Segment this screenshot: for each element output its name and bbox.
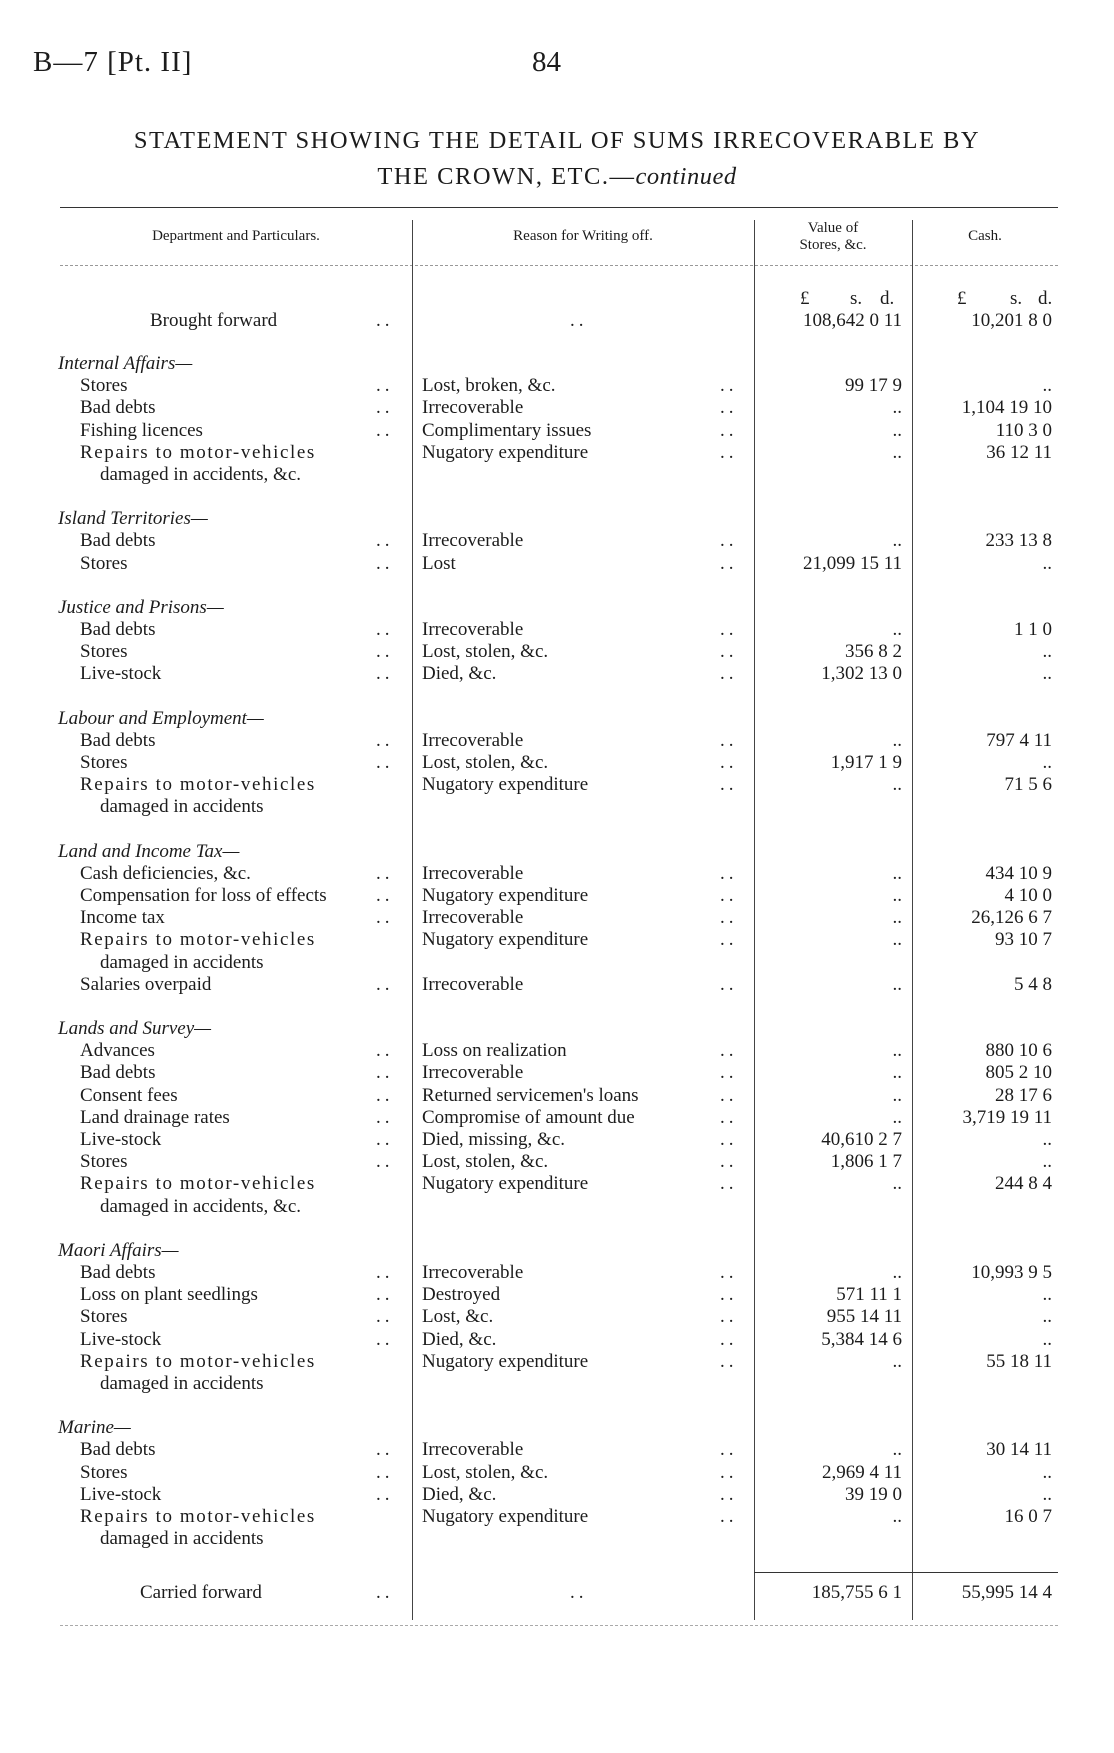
leader-dots: .. [720, 752, 738, 773]
leader-dots: .. [376, 973, 394, 995]
cash-value: 55 18 11 [986, 1350, 1052, 1372]
leader-dots: .. [720, 1062, 738, 1084]
leader-dots: .. [720, 530, 738, 552]
reason-label: Irrecoverable [422, 1439, 524, 1461]
leader-dots: .. [376, 1284, 394, 1306]
reason-label: Lost, broken, &c. [422, 375, 556, 397]
reason-label: Nugatory expenditure [422, 885, 589, 906]
reason-label: Nugatory expenditure [422, 929, 589, 951]
particular-label: Stores [80, 1306, 128, 1328]
particular-label: Live-stock [80, 1328, 162, 1350]
cash-value: 233 13 8 [985, 530, 1052, 552]
section-heading: Maori Affairs— [58, 1239, 179, 1261]
stores-value: 955 14 11 [826, 1306, 902, 1328]
leader-dots: .. [720, 1350, 738, 1372]
reason-label: Irrecoverable [422, 397, 524, 419]
leader-dots: .. [376, 375, 394, 397]
leader-dots: .. [376, 729, 394, 751]
column-header-value-line1: Value of [807, 220, 859, 236]
unit-pence: d. [880, 288, 895, 309]
stores-value: .. [892, 862, 902, 884]
leader-dots: .. [376, 530, 394, 552]
reason-label: Irrecoverable [422, 862, 524, 884]
leader-dots: .. [720, 1439, 738, 1461]
leader-dots: .. [720, 1040, 738, 1062]
reason-label: Lost, stolen, &c. [422, 1151, 549, 1173]
cash-value: 1 1 0 [1014, 619, 1052, 640]
cash-value: .. [1042, 752, 1052, 773]
stores-value: 1,302 13 0 [821, 663, 902, 685]
particular-label: Salaries overpaid [80, 973, 212, 995]
cash-value: 4 10 0 [1004, 885, 1052, 906]
leader-dots: .. [376, 1483, 394, 1505]
particular-label: Stores [80, 1461, 128, 1483]
leader-dots: .. [720, 441, 738, 463]
leader-dots: .. [720, 419, 738, 441]
leader-dots: .. [376, 619, 394, 640]
particular-continuation: damaged in accidents [100, 796, 264, 818]
cash-value: 5 4 8 [1014, 973, 1052, 995]
stores-value: 5,384 14 6 [821, 1328, 902, 1350]
page-title-continued [60, 163, 1054, 191]
particular-label: Bad debts [80, 397, 156, 419]
section-heading: Internal Affairs— [58, 353, 193, 374]
reason-label: Died, missing, &c. [422, 1129, 566, 1150]
leader-dots: .. [720, 1106, 738, 1128]
stores-value: .. [892, 1439, 902, 1461]
carried-forward-cash: 55,995 14 4 [961, 1582, 1052, 1603]
section-heading: Justice and Prisons— [58, 596, 224, 618]
leader-dots: .. [376, 1461, 394, 1483]
carried-forward-label: Carried forward [140, 1582, 262, 1603]
reason-label: Compromise of amount due [422, 1106, 635, 1128]
particular-label: Live-stock [80, 1483, 162, 1505]
leader-dots: .. [570, 1582, 588, 1603]
cash-value: 880 10 6 [985, 1040, 1052, 1062]
leader-dots: .. [376, 1151, 394, 1173]
reason-label: Lost [422, 552, 456, 574]
particular-label: Cash deficiencies, &c. [80, 862, 251, 884]
particular-label: Compensation for loss of effects [80, 885, 327, 906]
leader-dots: .. [720, 973, 738, 995]
particular-label: Bad debts [80, 729, 156, 751]
stores-value: .. [892, 1262, 902, 1283]
unit-pounds: £ [957, 288, 967, 309]
cash-value: 434 10 9 [985, 862, 1052, 884]
cash-value: 3,719 19 11 [962, 1106, 1052, 1128]
cash-value: .. [1042, 1151, 1052, 1173]
leader-dots: .. [376, 310, 394, 331]
leader-dots: .. [720, 1483, 738, 1505]
reason-label: Irrecoverable [422, 1062, 524, 1084]
cash-value: .. [1042, 1284, 1052, 1306]
stores-value: 21,099 15 11 [802, 552, 902, 574]
leader-dots: .. [720, 1151, 738, 1173]
leader-dots: .. [720, 397, 738, 419]
particular-continuation: damaged in accidents [100, 1373, 264, 1394]
cash-value: 110 3 0 [995, 419, 1052, 441]
reason-label: Irrecoverable [422, 619, 524, 640]
reason-label: Died, &c. [422, 1483, 497, 1505]
particular-label: Bad debts [80, 619, 156, 640]
reason-label: Nugatory expenditure [422, 774, 589, 796]
leader-dots: .. [720, 552, 738, 574]
particular-label: Fishing licences [80, 419, 203, 441]
brought-forward-cash: 10,201 8 0 [971, 310, 1052, 331]
cash-value: 36 12 11 [986, 441, 1052, 463]
leader-dots: .. [720, 1506, 738, 1527]
leader-dots: .. [376, 1439, 394, 1461]
leader-dots: .. [376, 419, 394, 441]
leader-dots: .. [376, 641, 394, 663]
leader-dots: .. [720, 619, 738, 640]
cash-value: .. [1042, 1306, 1052, 1328]
reason-label: Lost, stolen, &c. [422, 752, 549, 773]
section-heading: Island Territories— [58, 508, 208, 530]
unit-pence: d. [1038, 288, 1053, 309]
stores-value: 1,917 1 9 [830, 752, 902, 773]
stores-value: .. [892, 885, 902, 906]
leader-dots: .. [376, 1040, 394, 1062]
leader-dots: .. [376, 907, 394, 929]
stores-value: .. [892, 1173, 902, 1195]
leader-dots: .. [376, 1106, 394, 1128]
leader-dots: .. [720, 885, 738, 906]
stores-value: 99 17 9 [845, 375, 902, 397]
table-top-rule [60, 207, 1058, 208]
leader-dots: .. [720, 1129, 738, 1150]
particular-continuation: damaged in accidents, &c. [100, 464, 302, 485]
stores-value: .. [892, 1350, 902, 1372]
reason-label: Irrecoverable [422, 973, 524, 995]
reason-label: Irrecoverable [422, 530, 524, 552]
stores-value: .. [892, 1506, 902, 1527]
leader-dots: .. [720, 929, 738, 951]
cash-value: .. [1042, 375, 1052, 397]
column-header-value-line2: Stores, &c. [799, 237, 867, 253]
leader-dots: .. [376, 1328, 394, 1350]
stores-value: .. [892, 1106, 902, 1128]
reason-label: Died, &c. [422, 663, 497, 685]
particular-label: Stores [80, 375, 128, 397]
stores-value: 40,610 2 7 [821, 1129, 902, 1150]
stores-value: 571 11 1 [836, 1284, 902, 1306]
stores-value: .. [892, 419, 902, 441]
cash-value: .. [1042, 663, 1052, 685]
leader-dots: .. [720, 774, 738, 796]
stores-value: .. [892, 729, 902, 751]
leader-dots: .. [376, 1306, 394, 1328]
unit-shillings: s. [1010, 288, 1023, 309]
cash-value: 71 5 6 [1004, 774, 1052, 796]
particular-label: Bad debts [80, 1262, 156, 1283]
carried-forward-value: 185,755 6 1 [811, 1582, 902, 1603]
cash-value: 28 17 6 [995, 1084, 1052, 1106]
particular-label: Loss on plant seedlings [80, 1284, 258, 1306]
stores-value: .. [892, 774, 902, 796]
reason-label: Nugatory expenditure [422, 1173, 589, 1195]
reason-label: Died, &c. [422, 1328, 497, 1350]
leader-dots: .. [376, 1582, 394, 1603]
cash-value: .. [1042, 1461, 1052, 1483]
stores-value: .. [892, 929, 902, 951]
stores-value: 39 19 0 [845, 1483, 902, 1505]
leader-dots: .. [720, 862, 738, 884]
particular-label: Land drainage rates [80, 1106, 230, 1128]
table-bottom-rule [60, 1625, 1058, 1626]
leader-dots: .. [376, 1062, 394, 1084]
stores-value: .. [892, 907, 902, 929]
particular-label: Repairs to motor-vehicles [80, 929, 316, 951]
particular-label: Repairs to motor-vehicles [80, 1506, 316, 1527]
particular-label: Stores [80, 752, 128, 773]
leader-dots: .. [720, 375, 738, 397]
particular-label: Repairs to motor-vehicles [80, 774, 316, 796]
leader-dots: .. [376, 885, 394, 906]
cash-value: .. [1042, 1483, 1052, 1505]
particular-label: Stores [80, 641, 128, 663]
stores-value: .. [892, 1084, 902, 1106]
continued-label: continued [635, 163, 737, 190]
reason-label: Lost, stolen, &c. [422, 1461, 549, 1483]
cash-value: 1,104 19 10 [961, 397, 1052, 419]
leader-dots: .. [376, 663, 394, 685]
cash-value: 805 2 10 [985, 1062, 1052, 1084]
leader-dots: .. [720, 1284, 738, 1306]
reason-label: Lost, &c. [422, 1306, 494, 1328]
stores-value: .. [892, 530, 902, 552]
column-divider-1 [412, 220, 413, 1620]
column-header-department: Department and Particulars. [152, 228, 320, 244]
stores-value: .. [892, 1040, 902, 1062]
document-reference: B—7 [Pt. II] [33, 46, 193, 78]
leader-dots: .. [720, 1084, 738, 1106]
particular-label: Live-stock [80, 663, 162, 685]
particular-label: Stores [80, 552, 128, 574]
particular-label: Consent fees [80, 1084, 178, 1106]
page-title: STATEMENT SHOWING THE DETAIL OF SUMS IRRECOVERABLE BY [133, 127, 981, 154]
column-header-cash: Cash. [968, 228, 1002, 244]
leader-dots: .. [376, 862, 394, 884]
total-rule [754, 1572, 1058, 1573]
leader-dots: .. [720, 1461, 738, 1483]
section-heading: Marine— [58, 1417, 131, 1439]
leader-dots: .. [720, 1173, 738, 1195]
particular-label: Live-stock [80, 1129, 162, 1150]
reason-label: Lost, stolen, &c. [422, 641, 549, 663]
reason-label: Irrecoverable [422, 729, 524, 751]
leader-dots: .. [376, 1129, 394, 1150]
reason-label: Loss on realization [422, 1040, 567, 1062]
cash-value: 16 0 7 [1004, 1506, 1052, 1527]
reason-label: Nugatory expenditure [422, 1350, 589, 1372]
brought-forward-label: Brought forward [150, 310, 278, 331]
page-number: 84 [532, 46, 561, 78]
reason-label: Irrecoverable [422, 907, 524, 929]
stores-value: .. [892, 397, 902, 419]
reason-label: Nugatory expenditure [422, 1506, 589, 1527]
leader-dots: .. [376, 1084, 394, 1106]
particular-label: Bad debts [80, 1062, 156, 1084]
particular-continuation: damaged in accidents, &c. [100, 1195, 302, 1217]
reason-label: Destroyed [422, 1284, 501, 1306]
leader-dots: .. [376, 1262, 394, 1283]
leader-dots: .. [376, 397, 394, 419]
particular-label: Stores [80, 1151, 128, 1173]
particular-label: Bad debts [80, 1439, 156, 1461]
cash-value: 93 10 7 [995, 929, 1052, 951]
cash-value: 797 4 11 [986, 729, 1052, 751]
particular-label: Advances [80, 1040, 155, 1062]
particular-continuation: damaged in accidents [100, 951, 264, 973]
cash-value: .. [1042, 1328, 1052, 1350]
stores-value: .. [892, 1062, 902, 1084]
particular-continuation: damaged in accidents [100, 1528, 264, 1550]
particular-label: Repairs to motor-vehicles [80, 1173, 316, 1195]
cash-value: 26,126 6 7 [971, 907, 1052, 929]
brought-forward-value: 108,642 0 11 [802, 310, 902, 331]
stores-value: .. [892, 973, 902, 995]
cash-value: .. [1042, 1129, 1052, 1150]
reason-label: Irrecoverable [422, 1262, 524, 1283]
cash-value: .. [1042, 552, 1052, 574]
table-header-rule [60, 265, 1058, 266]
title-line2: THE CROWN, ETC.— [377, 163, 636, 190]
section-heading: Lands and Survey— [58, 1018, 212, 1039]
particular-label: Bad debts [80, 530, 156, 552]
leader-dots: .. [720, 907, 738, 929]
cash-value: 10,993 9 5 [971, 1262, 1052, 1283]
stores-value: 356 8 2 [845, 641, 902, 663]
leader-dots: .. [376, 552, 394, 574]
leader-dots: .. [720, 729, 738, 751]
unit-pounds: £ [800, 288, 810, 309]
stores-value: .. [892, 619, 902, 640]
reason-label: Returned servicemen's loans [422, 1084, 639, 1106]
stores-value: .. [892, 441, 902, 463]
leader-dots: .. [720, 1328, 738, 1350]
section-heading: Labour and Employment— [58, 707, 264, 729]
column-header-reason: Reason for Writing off. [513, 228, 653, 244]
leader-dots: .. [720, 1262, 738, 1283]
leader-dots: .. [720, 1306, 738, 1328]
leader-dots: .. [376, 752, 394, 773]
stores-value: 1,806 1 7 [830, 1151, 902, 1173]
cash-value: 244 8 4 [995, 1173, 1052, 1195]
cash-value: 30 14 11 [986, 1439, 1052, 1461]
particular-label: Repairs to motor-vehicles [80, 441, 316, 463]
cash-value: .. [1042, 641, 1052, 663]
reason-label: Complimentary issues [422, 419, 592, 441]
unit-shillings: s. [850, 288, 863, 309]
leader-dots: .. [720, 641, 738, 663]
reason-label: Nugatory expenditure [422, 441, 589, 463]
particular-label: Repairs to motor-vehicles [80, 1350, 316, 1372]
leader-dots: .. [720, 663, 738, 685]
section-heading: Land and Income Tax— [58, 840, 240, 862]
leader-dots: .. [570, 310, 588, 331]
particular-label: Income tax [80, 907, 165, 929]
stores-value: 2,969 4 11 [821, 1461, 902, 1483]
